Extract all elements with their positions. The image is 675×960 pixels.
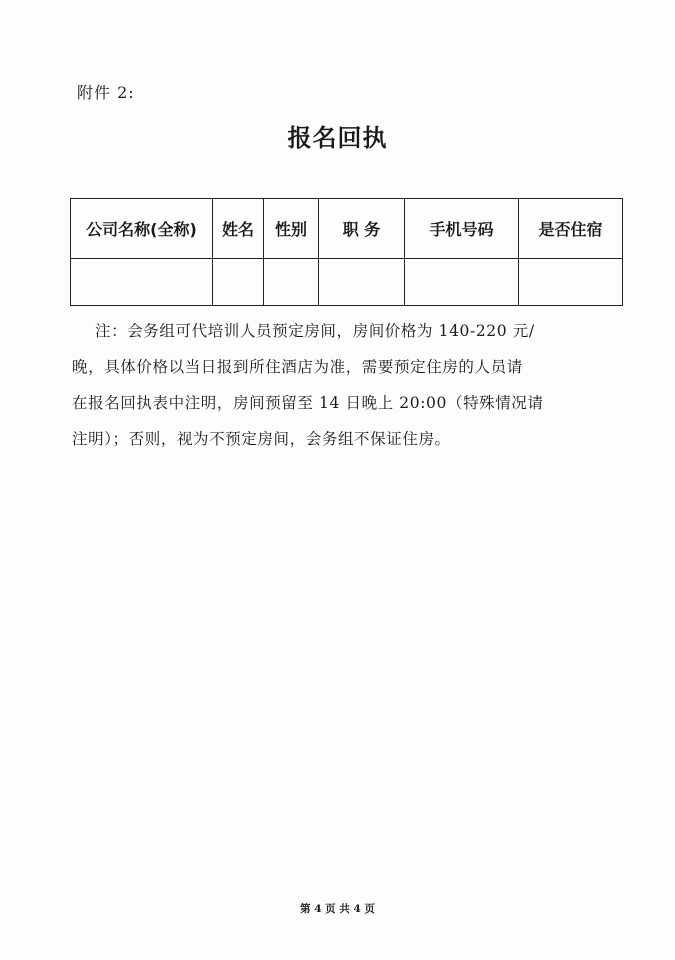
header-phone: 手机号码 [405,199,519,259]
header-accommodation: 是否住宿 [519,199,623,259]
table-header-row [71,199,623,259]
registration-table [70,198,623,306]
cell-position[interactable] [319,259,405,306]
note-line: 注：会务组可代培训人员预定房间，房间价格为 140-220 元/ [95,322,535,340]
cell-company-name[interactable] [71,259,213,306]
note-line: 注明）；否则，视为不预定房间，会务组不保证住房。 [72,430,451,448]
cell-phone[interactable] [405,259,519,306]
note-paragraph [72,313,592,457]
cell-gender[interactable] [264,259,319,306]
cell-name[interactable] [213,259,264,306]
header-name: 姓名 [213,199,264,259]
note-line: 晚，具体价格以当日报到所住酒店为准，需要预定住房的人员请 [72,358,523,376]
table-row [71,259,623,306]
note-line: 在报名回执表中注明，房间预留至 14 日晚上 20:00（特殊情况请 [72,394,544,412]
attachment-label: 附件 2: [77,83,135,102]
header-position: 职 务 [319,199,405,259]
cell-accommodation[interactable] [519,259,623,306]
header-gender: 性别 [264,199,319,259]
header-company-name: 公司名称(全称) [71,199,213,259]
page-footer: 第 4 页 共 4 页 [300,903,375,915]
page-title: 报名回执 [287,123,388,152]
